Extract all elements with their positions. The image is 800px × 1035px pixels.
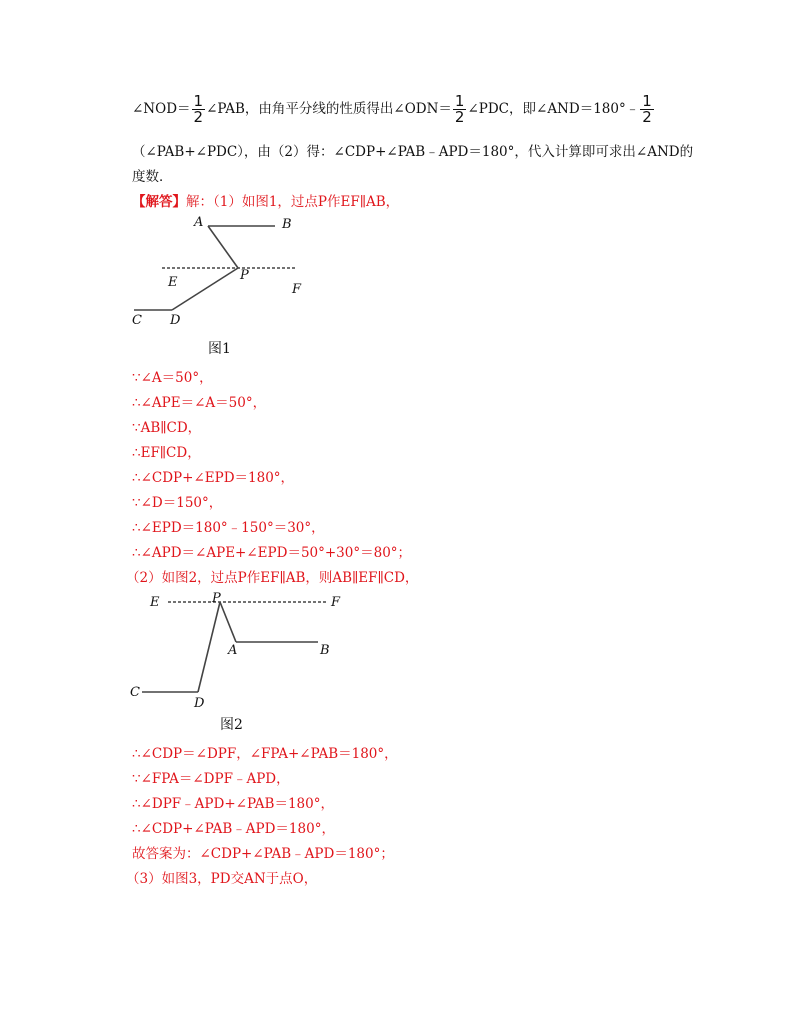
fig2-label-b: B [320, 643, 330, 658]
fig2-label-p: P [212, 591, 221, 606]
fraction-half-2: $\frac{1}{2}$ [454, 92, 465, 126]
step2-line-2: ∵∠FPA＝∠DPF﹣APD， [132, 771, 290, 787]
step2-line-4: ∴∠CDP+∠PAB﹣APD＝180°， [132, 821, 335, 837]
part-2-intro: （2）如图2，过点P作EF∥AB，则AB∥EF∥CD， [126, 570, 419, 586]
answer-head-text: 解：（1）如图1，过点P作EF∥AB， [186, 194, 400, 210]
intro-row-1-text-c: ∠PDC，即∠AND＝180°﹣ [467, 101, 640, 117]
fraction-half-1: $\frac{1}{2}$ [193, 92, 204, 126]
intro-row-1-text-b: ∠PAB，由角平分线的性质得出∠ODN＝ [206, 101, 452, 117]
figure-1 [130, 212, 310, 332]
step1-line-3: ∵AB∥CD， [132, 420, 202, 436]
fig1-label-c: C [132, 313, 142, 328]
figure-2-caption: 图2 [220, 717, 243, 733]
step2-line-5: 故答案为：∠CDP+∠PAB﹣APD＝180°； [132, 846, 394, 862]
fig2-label-d: D [194, 696, 205, 711]
step1-line-2: ∴∠APE＝∠A＝50°， [132, 395, 267, 411]
step1-line-5: ∴∠CDP+∠EPD＝180°， [132, 470, 295, 486]
intro-row-2: （∠PAB+∠PDC），由（2）得：∠CDP+∠PAB﹣APD＝180°，代入计算即可求出∠AND的 [132, 144, 694, 160]
step2-line-1: ∴∠CDP＝∠DPF，∠FPA+∠PAB＝180°， [132, 746, 398, 762]
fig2-label-c: C [130, 685, 140, 700]
answer-heading [132, 190, 399, 210]
step1-line-4: ∴EF∥CD， [132, 445, 201, 461]
intro-row-1 [132, 94, 655, 125]
answer-tag: 【解答】 [132, 194, 186, 210]
fig1-label-e: E [168, 275, 178, 290]
fraction-half-3: $\frac{1}{2}$ [642, 92, 652, 126]
step1-line-7: ∴∠EPD＝180°﹣150°＝30°， [132, 520, 325, 536]
fig1-label-f: F [292, 282, 302, 297]
step2-line-3: ∴∠DPF﹣APD+∠PAB＝180°， [132, 796, 334, 812]
step1-line-8: ∴∠APD＝∠APE+∠EPD＝50°+30°＝80°； [132, 545, 412, 561]
step1-line-1: ∵∠A＝50°， [132, 370, 213, 386]
fig1-label-b: B [282, 217, 292, 232]
intro-row-1-text-a: ∠NOD＝ [132, 101, 191, 117]
step1-line-6: ∵∠D＝150°， [132, 495, 223, 511]
fig2-label-e: E [150, 595, 160, 610]
fig1-label-d: D [170, 313, 181, 328]
fig2-label-a: A [228, 643, 238, 658]
fig1-label-a: A [194, 215, 204, 230]
figure-2 [128, 590, 343, 715]
figure-1-caption: 图1 [208, 341, 231, 357]
part-3-intro: （3）如图3，PD交AN于点O， [126, 871, 318, 887]
intro-row-3: 度数． [132, 169, 173, 185]
fig2-label-f: F [331, 595, 341, 610]
fig1-label-p: P [240, 268, 249, 283]
